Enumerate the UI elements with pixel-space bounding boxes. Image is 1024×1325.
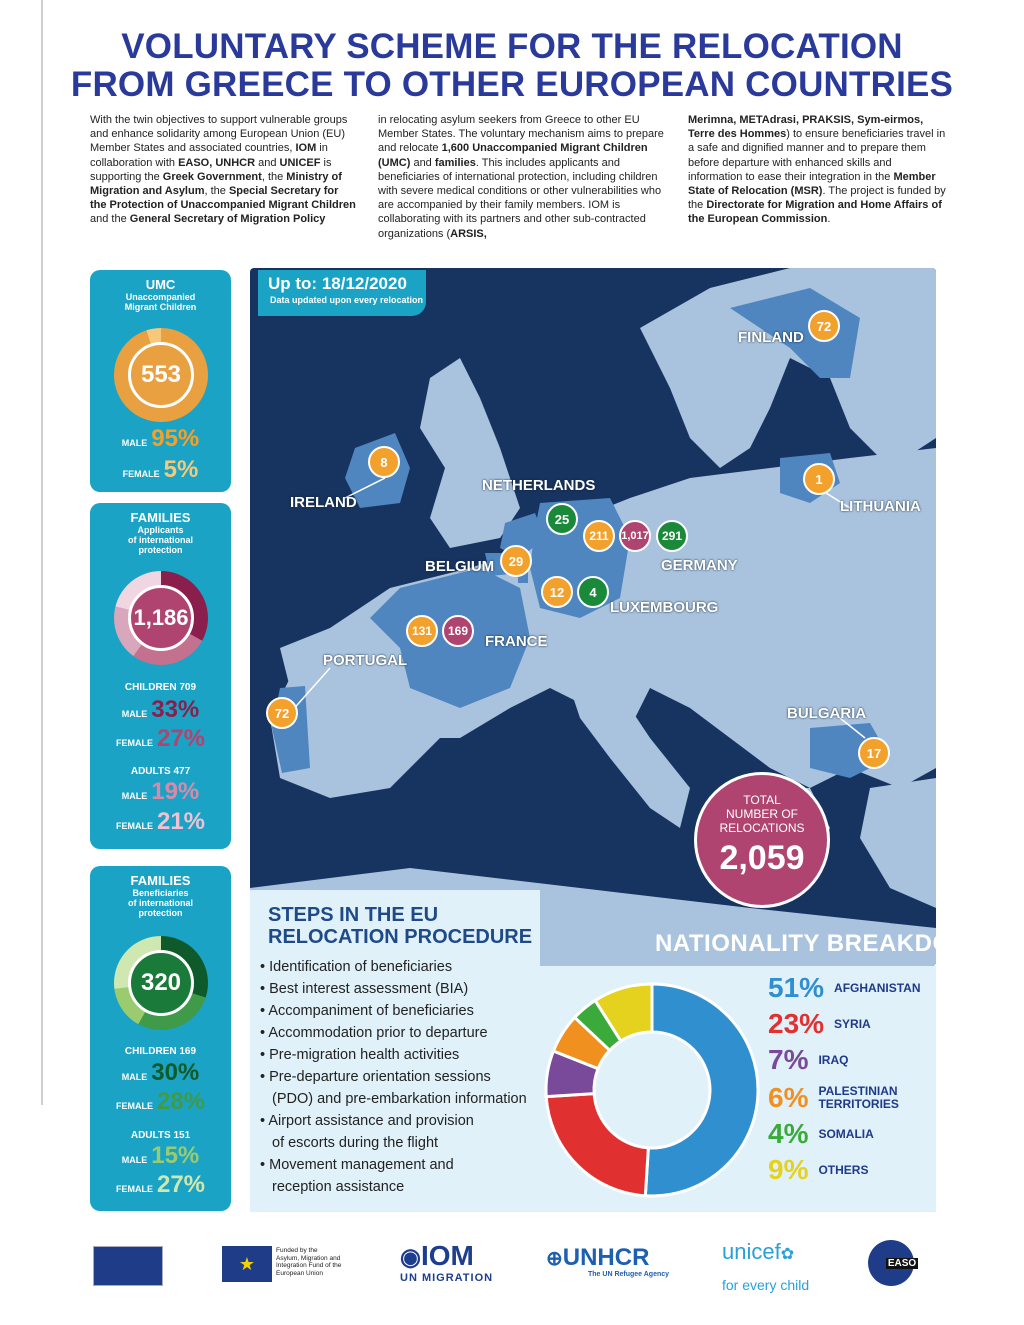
fa-subtitle-3: protection xyxy=(138,545,183,555)
label-portugal: PORTUGAL xyxy=(323,652,408,669)
partner-logos xyxy=(90,1238,940,1294)
fa-children-male: MALE 33% xyxy=(121,696,200,723)
uk-shape xyxy=(420,358,520,548)
badge-portugal: 72 xyxy=(266,697,298,729)
step-item: • Airport assistance and provision of escorts during the flight xyxy=(260,1110,545,1154)
fb-subtitle-3: protection xyxy=(138,908,183,918)
label-luxembourg: LUXEMBOURG xyxy=(610,599,719,616)
greek-government-logo xyxy=(93,1246,163,1286)
umc-subtitle-1: Unaccompanied xyxy=(125,292,196,302)
page-side-rule xyxy=(41,0,43,1105)
step-item: • Pre-departure orientation sessions (PDO) and pre-embarkation information xyxy=(260,1066,545,1110)
badge-france-applicants: 169 xyxy=(442,615,474,647)
umc-subtitle-2: Migrant Children xyxy=(124,302,197,312)
eu-flag-logo: ★ xyxy=(222,1246,272,1282)
easo-logo: EASO xyxy=(868,1240,914,1286)
badge-germany-umc: 211 xyxy=(583,520,615,552)
badge-germany-beneficiaries: 291 xyxy=(656,520,688,552)
badge-lithuania: 1 xyxy=(803,463,835,495)
legend-palestinian-territories: 6% PALESTINIAN TERRITORIES xyxy=(768,1082,899,1113)
legend-others: 9% OTHERS xyxy=(768,1154,869,1185)
badge-netherlands: 25 xyxy=(546,503,578,535)
step-item: • Movement management and reception assistance xyxy=(260,1154,545,1198)
badge-luxembourg-beneficiaries: 4 xyxy=(577,576,609,608)
nationality-heading: NATIONALITY BREAKDOWN xyxy=(655,930,993,957)
fb-donut xyxy=(114,936,208,1030)
fb-children-female: FEMALE 28% xyxy=(115,1088,206,1115)
legend-afghanistan: 51% AFGHANISTAN xyxy=(768,972,921,1003)
umc-male-stat: MALE 95% xyxy=(121,425,200,452)
fb-total: 320 xyxy=(128,950,194,1016)
fb-children-label: CHILDREN 169 xyxy=(124,1046,197,1057)
umc-panel xyxy=(90,270,231,492)
title-line-2: FROM GREECE TO OTHER EUROPEAN COUNTRIES xyxy=(70,65,954,104)
fb-children-male: MALE 30% xyxy=(121,1059,200,1086)
badge-germany-applicants: 1,017 xyxy=(619,520,651,552)
fb-subtitle-1: Beneficiaries xyxy=(132,888,189,898)
step-item: • Accommodation prior to departure xyxy=(260,1022,545,1044)
intro-column-2: in relocating asylum seekers from Greece to other EU Member States. The voluntary mechanism aims to prepare and relocate 1,600 Unaccompanied Migrant Children (UMC) and families. This includes applicants and beneficiaries of international protection, including children with severe medical conditions or other vulnerabilities who are accompanied by their family members. IOM is collaborating with its partners and other sub-contracted organizations (ARSIS, xyxy=(378,114,664,240)
page-title xyxy=(60,28,964,104)
fa-adults-female: FEMALE 21% xyxy=(115,808,206,835)
total-relocations-value: 2,059 xyxy=(719,839,805,877)
label-germany: GERMANY xyxy=(661,557,738,574)
europe-map-shapes xyxy=(250,268,936,966)
step-item: • Pre-migration health activities xyxy=(260,1044,545,1066)
families-beneficiaries-panel xyxy=(90,866,231,1211)
fb-adults-male: MALE 15% xyxy=(121,1142,200,1169)
umc-total: 553 xyxy=(128,342,194,408)
update-date-box xyxy=(258,270,426,316)
fa-children-label: CHILDREN 709 xyxy=(124,682,197,693)
steps-list xyxy=(260,956,545,1198)
nationality-donut-chart xyxy=(542,980,762,1200)
label-lithuania: LITHUANIA xyxy=(840,498,921,515)
europe-map xyxy=(250,268,936,966)
iom-logo: ◉IOM UN MIGRATION xyxy=(400,1240,494,1284)
fa-subtitle-2: of international xyxy=(128,535,193,545)
badge-finland: 72 xyxy=(808,310,840,342)
legend-somalia: 4% SOMALIA xyxy=(768,1118,874,1149)
step-item: • Best interest assessment (BIA) xyxy=(260,978,545,1000)
fb-title: FAMILIES xyxy=(130,873,191,888)
step-item: • Accompaniment of beneficiaries xyxy=(260,1000,545,1022)
families-applicants-panel xyxy=(90,503,231,849)
label-france: FRANCE xyxy=(485,633,548,650)
fa-donut xyxy=(114,571,208,665)
total-relocations: TOTAL NUMBER OF RELOCATIONS 2,059 xyxy=(694,772,830,908)
fa-adults-male: MALE 19% xyxy=(121,778,200,805)
unhcr-logo: ⊕UNHCR The UN Refugee Agency xyxy=(546,1244,670,1278)
fa-adults-label: ADULTS 477 xyxy=(130,766,191,777)
fb-subtitle-2: of international xyxy=(128,898,193,908)
legend-syria: 23% SYRIA xyxy=(768,1008,871,1039)
legend-iraq: 7% IRAQ xyxy=(768,1044,849,1075)
eu-fund-text: Funded by the Asylum, Migration and Integration Fund of the European Union xyxy=(276,1247,342,1277)
donut-slice-afghanistan xyxy=(645,984,758,1196)
badge-france-umc: 131 xyxy=(406,615,438,647)
update-date: Up to: 18/12/2020 xyxy=(268,274,407,293)
label-bulgaria: BULGARIA xyxy=(787,705,867,722)
badge-ireland: 8 xyxy=(368,446,400,478)
relocation-steps-box xyxy=(250,890,540,1212)
fa-title: FAMILIES xyxy=(130,510,191,525)
update-note: Data updated upon every relocation xyxy=(270,295,424,305)
fa-children-female: FEMALE 27% xyxy=(115,725,206,752)
step-item: • Identification of beneficiaries xyxy=(260,956,545,978)
umc-title: UMC xyxy=(145,277,176,292)
donut-slice-syria xyxy=(546,1094,648,1196)
fa-subtitle-1: Applicants xyxy=(137,525,184,535)
title-line-1: VOLUNTARY SCHEME FOR THE RELOCATION xyxy=(121,27,903,66)
label-ireland: IRELAND xyxy=(290,494,357,511)
unicef-logo: unicef✿ for every child xyxy=(722,1239,810,1293)
steps-heading: STEPS IN THE EU RELOCATION PROCEDURE xyxy=(268,904,533,948)
umc-donut xyxy=(114,328,208,422)
fa-total: 1,186 xyxy=(128,585,194,651)
badge-bulgaria: 17 xyxy=(858,737,890,769)
umc-female-stat: FEMALE 5% xyxy=(122,456,199,483)
fb-adults-female: FEMALE 27% xyxy=(115,1171,206,1198)
fb-adults-label: ADULTS 151 xyxy=(130,1130,191,1141)
label-finland: FINLAND xyxy=(738,329,804,346)
intro-column-1: With the twin objectives to support vulnerable groups and enhance solidarity among European Union (EU) Member States and associated countries, IOM in collaboration with EASO, UNHCR and UNICEF is supporting the Greek Government, the Ministry of Migration and Asylum, the Special Secretary for the Protection of Unaccompanied Migrant Children and the General Secretary of Migration Policy xyxy=(90,114,356,226)
label-netherlands: NETHERLANDS xyxy=(482,477,596,494)
badge-luxembourg-umc: 12 xyxy=(541,576,573,608)
turkey-shape xyxy=(860,778,936,908)
badge-belgium: 29 xyxy=(500,545,532,577)
intro-column-3: Merimna, METAdrasi, PRAKSIS, Sym-eirmos, Terre des Hommes) to ensure beneficiaries travel in a safe and dignified manner and to prepare them before departure with enhanced skills and information to ease their integration in the Member State of Relocation (MSR). The project is funded by the Directorate for Migration and Home Affairs of the European Commission. xyxy=(688,114,946,226)
label-belgium: BELGIUM xyxy=(425,558,495,575)
